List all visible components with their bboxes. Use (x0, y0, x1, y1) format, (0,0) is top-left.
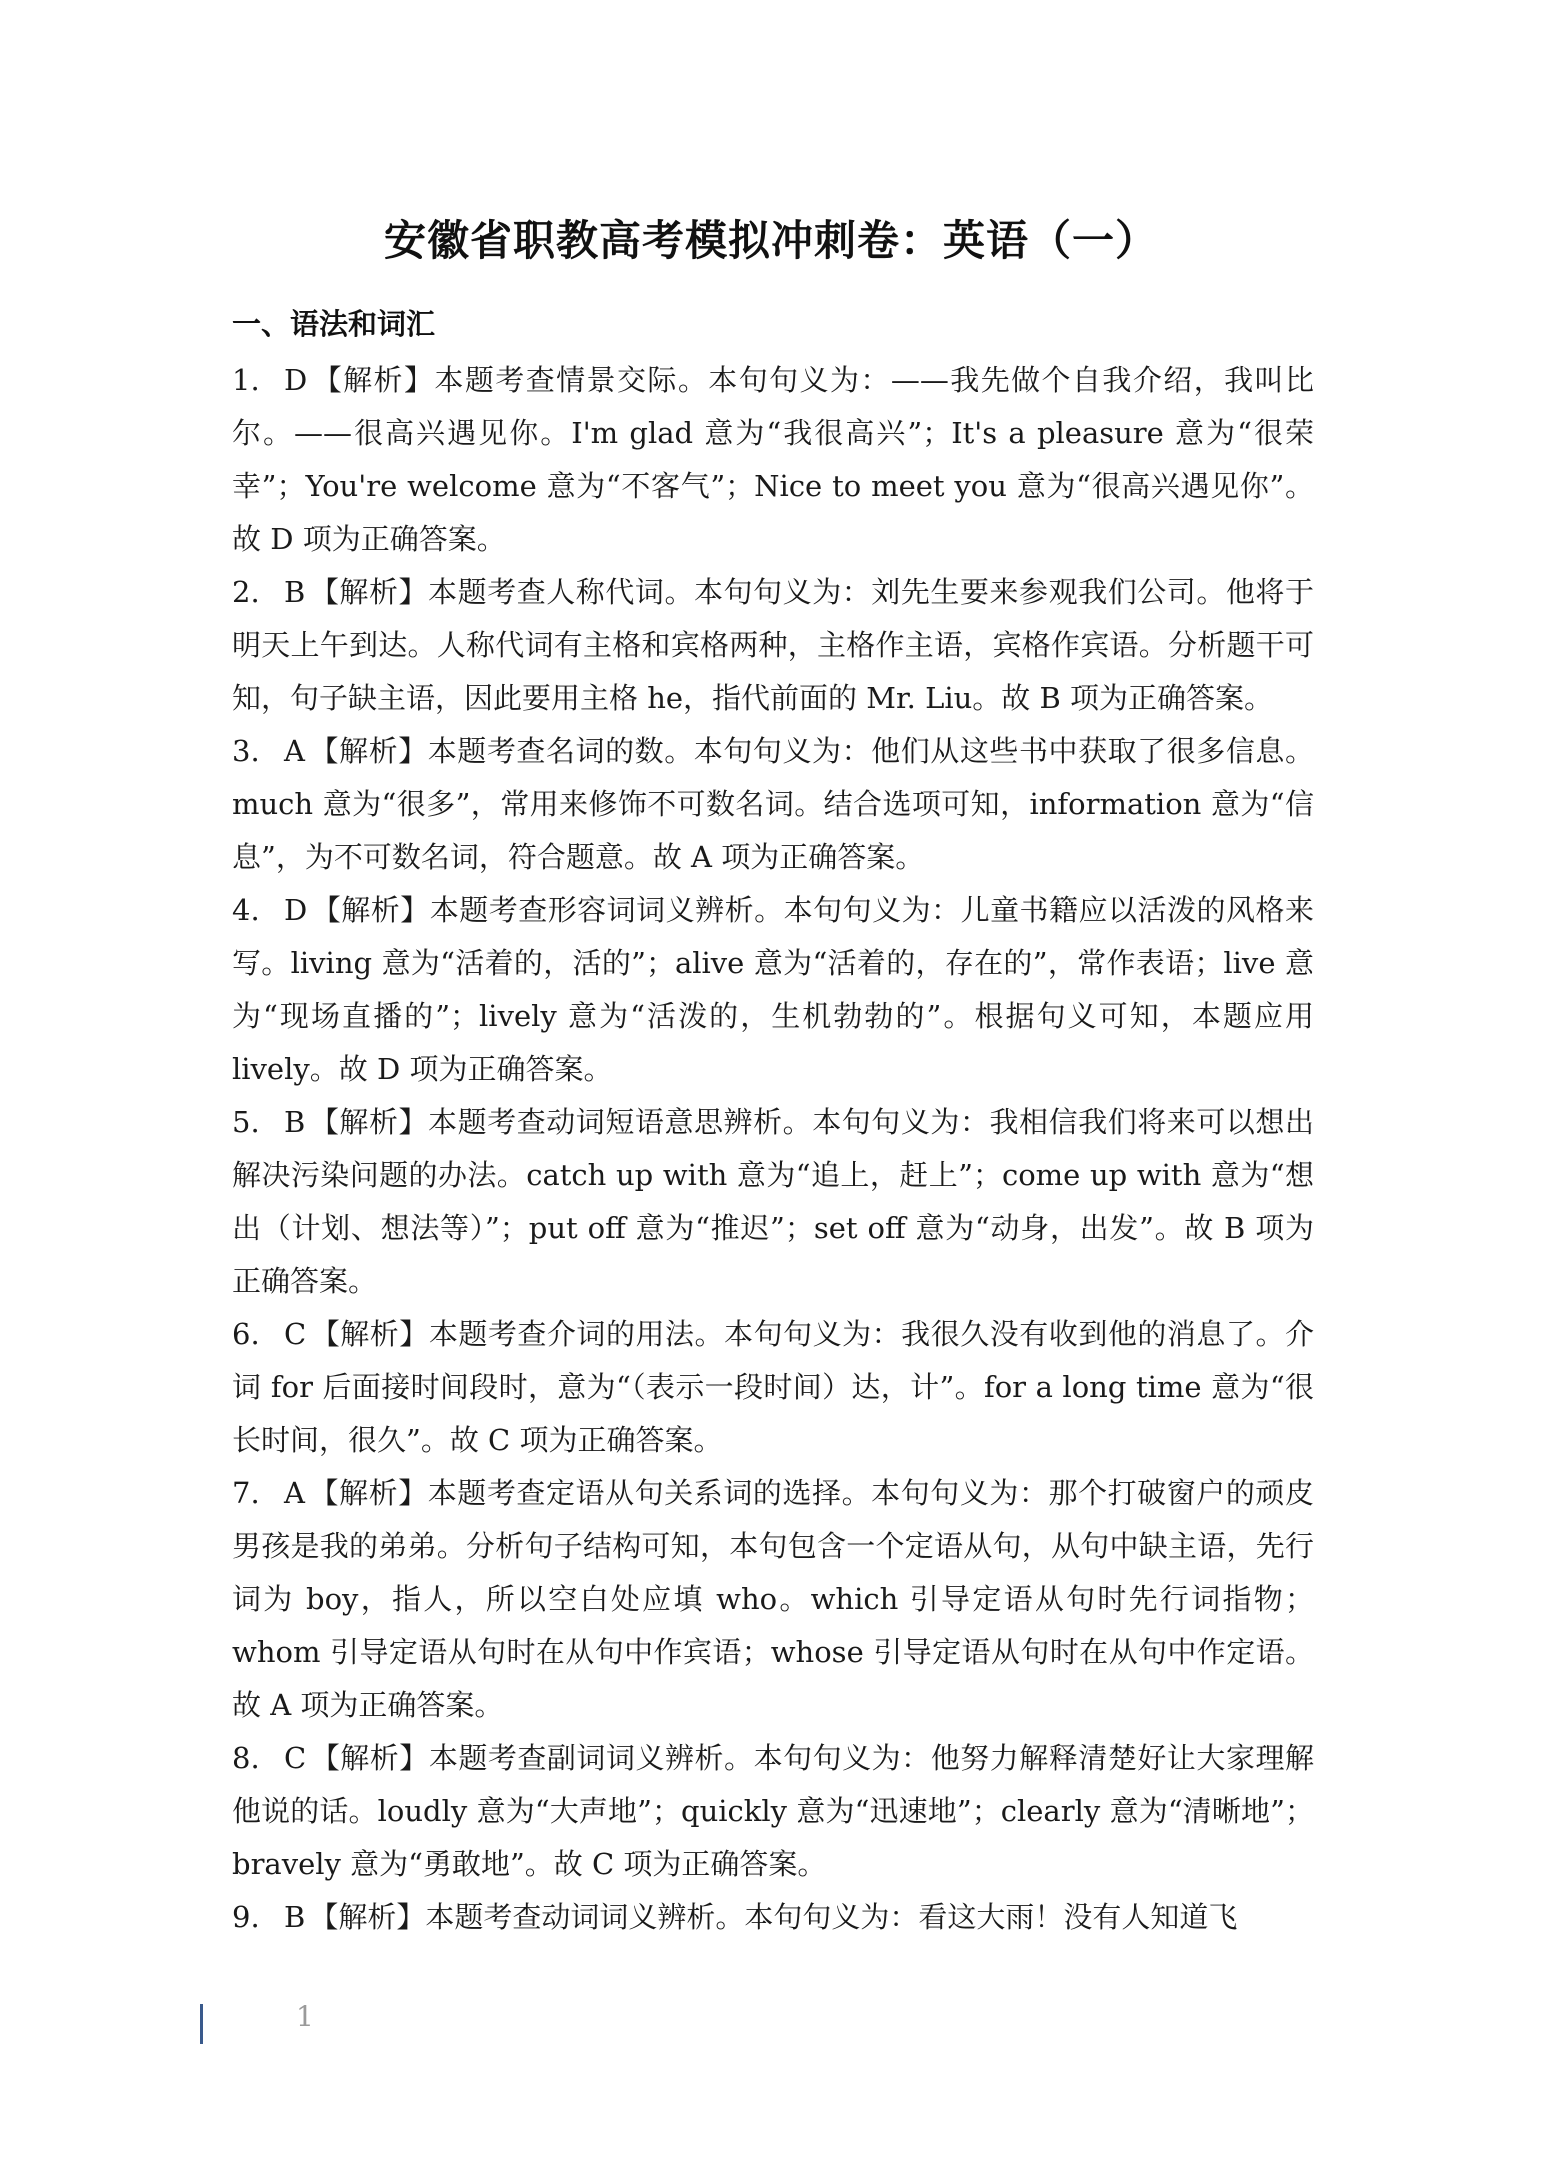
item-number: 3. (232, 734, 260, 768)
item-number: 2. (232, 575, 260, 609)
item-answer: A (284, 734, 305, 768)
item-answer: B (284, 1900, 306, 1934)
item-answer: D (284, 893, 308, 927)
item-explanation: 【解析】本题考查人称代词。本句句义为：刘先生要来参观我们公司。他将于明天上午到达。人称代词有主格和宾格两种，主格作主语，宾格作宾语。分析题干可知，句子缺主语，因此要用主格 he，指代前面的 Mr. Liu。故 B 项为正确答案。 (232, 575, 1314, 715)
item-answer: D (284, 363, 308, 397)
answer-item-7 (232, 1467, 1314, 1732)
item-number: 9. (232, 1900, 260, 1934)
answer-item-8 (232, 1732, 1314, 1891)
item-number: 7. (232, 1476, 260, 1510)
item-explanation: 【解析】本题考查动词词义辨析。本句句义为：看这大雨！没有人知道飞 (309, 1900, 1238, 1934)
item-number: 5. (232, 1105, 260, 1139)
item-answer: C (284, 1317, 307, 1351)
answer-item-1 (232, 354, 1314, 566)
item-number: 6. (232, 1317, 260, 1351)
item-number: 1. (232, 363, 260, 397)
item-number: 4. (232, 893, 260, 927)
section-heading: 一、语法和词汇 (232, 307, 436, 341)
item-explanation: 【解析】本题考查动词短语意思辨析。本句句义为：我相信我们将来可以想出解决污染问题的办法。catch up with 意为“追上，赶上”；come up with 意为“想出（计划、想法等）”；put off 意为“推迟”；set off 意为“动身，出发”。故 B 项为正确答案。 (232, 1105, 1314, 1298)
item-answer: B (284, 1105, 306, 1139)
answer-item-6 (232, 1308, 1314, 1467)
item-number: 8. (232, 1741, 260, 1775)
answer-list (232, 354, 1314, 1944)
item-explanation: 【解析】本题考查副词词义辨析。本句句义为：他努力解释清楚好让大家理解他说的话。loudly 意为“大声地”；quickly 意为“迅速地”；clearly 意为“清晰地”；bravely 意为“勇敢地”。故 C 项为正确答案。 (232, 1741, 1314, 1881)
item-explanation: 【解析】本题考查名词的数。本句句义为：他们从这些书中获取了很多信息。much 意为“很多”，常用来修饰不可数名词。结合选项可知，information 意为“信息”，为不可数名词，符合题意。故 A 项为正确答案。 (232, 734, 1314, 874)
item-explanation: 【解析】本题考查形容词词义辨析。本句句义为：儿童书籍应以活泼的风格来写。living 意为“活着的，活的”；alive 意为“活着的，存在的”，常作表语；live 意为“现场直播的”；lively 意为“活泼的，生机勃勃的”。根据句义可知，本题应用 lively。故 D 项为正确答案。 (232, 893, 1314, 1086)
item-answer: C (284, 1741, 307, 1775)
answer-item-5 (232, 1096, 1314, 1308)
item-explanation: 【解析】本题考查定语从句关系词的选择。本句句义为：那个打破窗户的顽皮男孩是我的弟弟。分析句子结构可知，本句包含一个定语从句，从句中缺主语，先行词为 boy，指人，所以空白处应填 who。which 引导定语从句时先行词指物；whom 引导定语从句时在从句中作宾语；whose 引导定语从句时在从句中作定语。故 A 项为正确答案。 (232, 1476, 1314, 1722)
margin-mark (200, 2004, 203, 2044)
answer-item-3 (232, 725, 1314, 884)
answer-item-9 (232, 1891, 1314, 1944)
item-answer: A (284, 1476, 305, 1510)
page-title: 安徽省职教高考模拟冲刺卷：英语（一） (383, 216, 1158, 265)
answer-item-4 (232, 884, 1314, 1096)
answer-item-2 (232, 566, 1314, 725)
page-number: 1 (296, 2000, 314, 2033)
item-explanation: 【解析】本题考查情景交际。本句句义为：——我先做个自我介绍，我叫比尔。——很高兴遇见你。I'm glad 意为“我很高兴”；It's a pleasure 意为“很荣幸”；You're welcome 意为“不客气”；Nice to meet you 意为“很高兴遇见你”。故 D 项为正确答案。 (232, 363, 1314, 556)
item-explanation: 【解析】本题考查介词的用法。本句句义为：我很久没有收到他的消息了。介词 for 后面接时间段时，意为“（表示一段时间）达，计”。for a long time 意为“很长时间，很久”。故 C 项为正确答案。 (232, 1317, 1314, 1457)
item-answer: B (284, 575, 306, 609)
